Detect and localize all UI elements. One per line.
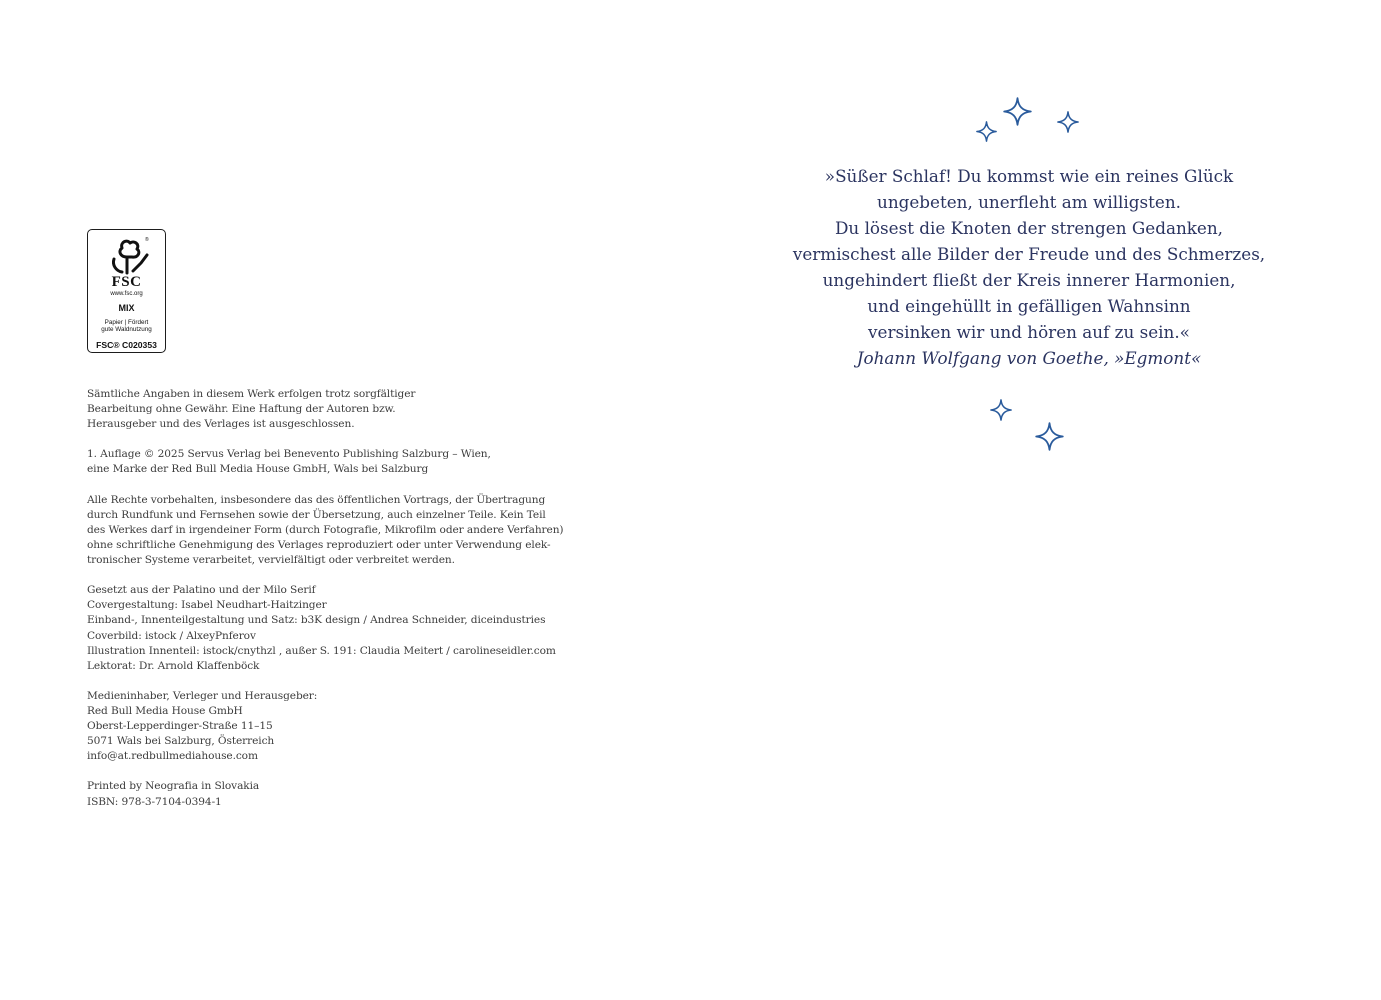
- four-point-star-icon: [1035, 422, 1064, 451]
- svg-text:®: ®: [145, 237, 149, 243]
- fsc-brand: FSC: [111, 274, 142, 290]
- quote-line: versinken wir und hören auf zu sein.«: [868, 322, 1190, 342]
- quote-line: Du lösest die Knoten der strengen Gedanken,: [834, 218, 1224, 238]
- four-point-star-icon: [1057, 111, 1079, 133]
- quote-line: vermischest alle Bilder der Freude und des Schmerzes,: [792, 244, 1266, 264]
- fsc-paper-text: [88, 319, 165, 333]
- quote-line: und eingehüllt in gefälligen Wahnsinn: [867, 296, 1191, 316]
- four-point-star-icon: [990, 399, 1012, 421]
- quote-author: Johann Wolfgang von Goethe, »Egmont«: [856, 348, 1202, 368]
- fsc-logo: [87, 229, 166, 353]
- fsc-mix-label: MIX: [118, 303, 135, 313]
- four-point-star-icon: [1003, 97, 1032, 126]
- quote-line: »Süßer Schlaf! Du kommst wie ein reines Glück: [824, 166, 1234, 186]
- imprint-paragraph: Sämtliche Angaben in diesem Werk erfolgen trotz sorgfältiger Bearbeitung ohne Gewähr. Eine Haftung der Autoren bzw. Herausgeber und des Verlages ist ausgeschlossen.: [87, 388, 416, 431]
- fsc-paper-line: Papier | Fördert: [104, 319, 149, 326]
- fsc-paper-line: gute Waldnutzung: [101, 326, 152, 333]
- fsc-license-code: FSC® C020353: [96, 340, 157, 350]
- fsc-tree-check-icon: [100, 235, 154, 277]
- four-point-star-icon: [976, 121, 997, 142]
- imprint-text: [87, 387, 567, 810]
- quote-line: ungehindert fließt der Kreis innerer Harmonien,: [822, 270, 1236, 290]
- imprint-paragraph: Medieninhaber, Verleger und Herausgeber: Red Bull Media House GmbH Oberst-Lepperdinger-Straße 11–15 5071 Wals bei Salzburg, Österreich info@at.redbullmediahouse.com: [87, 689, 318, 763]
- imprint-paragraph: Printed by Neografia in Slovakia ISBN: 978-3-7104-0394-1: [87, 780, 260, 808]
- goethe-quote: [779, 163, 1279, 371]
- fsc-website: www.fsc.org: [110, 291, 143, 297]
- imprint-paragraph: 1. Auflage © 2025 Servus Verlag bei Benevento Publishing Salzburg – Wien, eine Marke der Red Bull Media House GmbH, Wals bei Salzburg: [87, 448, 491, 476]
- imprint-paragraph: Alle Rechte vorbehalten, insbesondere das des öffentlichen Vortrags, der Übertragung durch Rundfunk und Fernsehen sowie der Übersetzung, auch einzelner Teile. Kein Teil des Werkes darf in irgendeiner Form (durch Fotografie, Mikrofilm oder andere Verfahren) ohne schriftliche Genehmigung des Verlages reproduziert oder unter Verwendung elek- tronischer Systeme verarbeitet, vervielfältigt oder verbreitet werden.: [87, 493, 564, 567]
- quote-line: ungebeten, unerfleht am willigsten.: [877, 192, 1181, 212]
- imprint-paragraph: Gesetzt aus der Palatino und der Milo Serif Covergestaltung: Isabel Neudhart-Haitzinger Einband-, Innenteilgestaltung und Satz: b3K design / Andrea Schneider, diceindustries Coverbild: istock / AlxeyPnferov Illustration Innenteil: istock/cnythzl , außer S. 191: Claudia Meitert / carolineseidler.com Lektorat: Dr. Arnold Klaffenböck: [87, 584, 556, 672]
